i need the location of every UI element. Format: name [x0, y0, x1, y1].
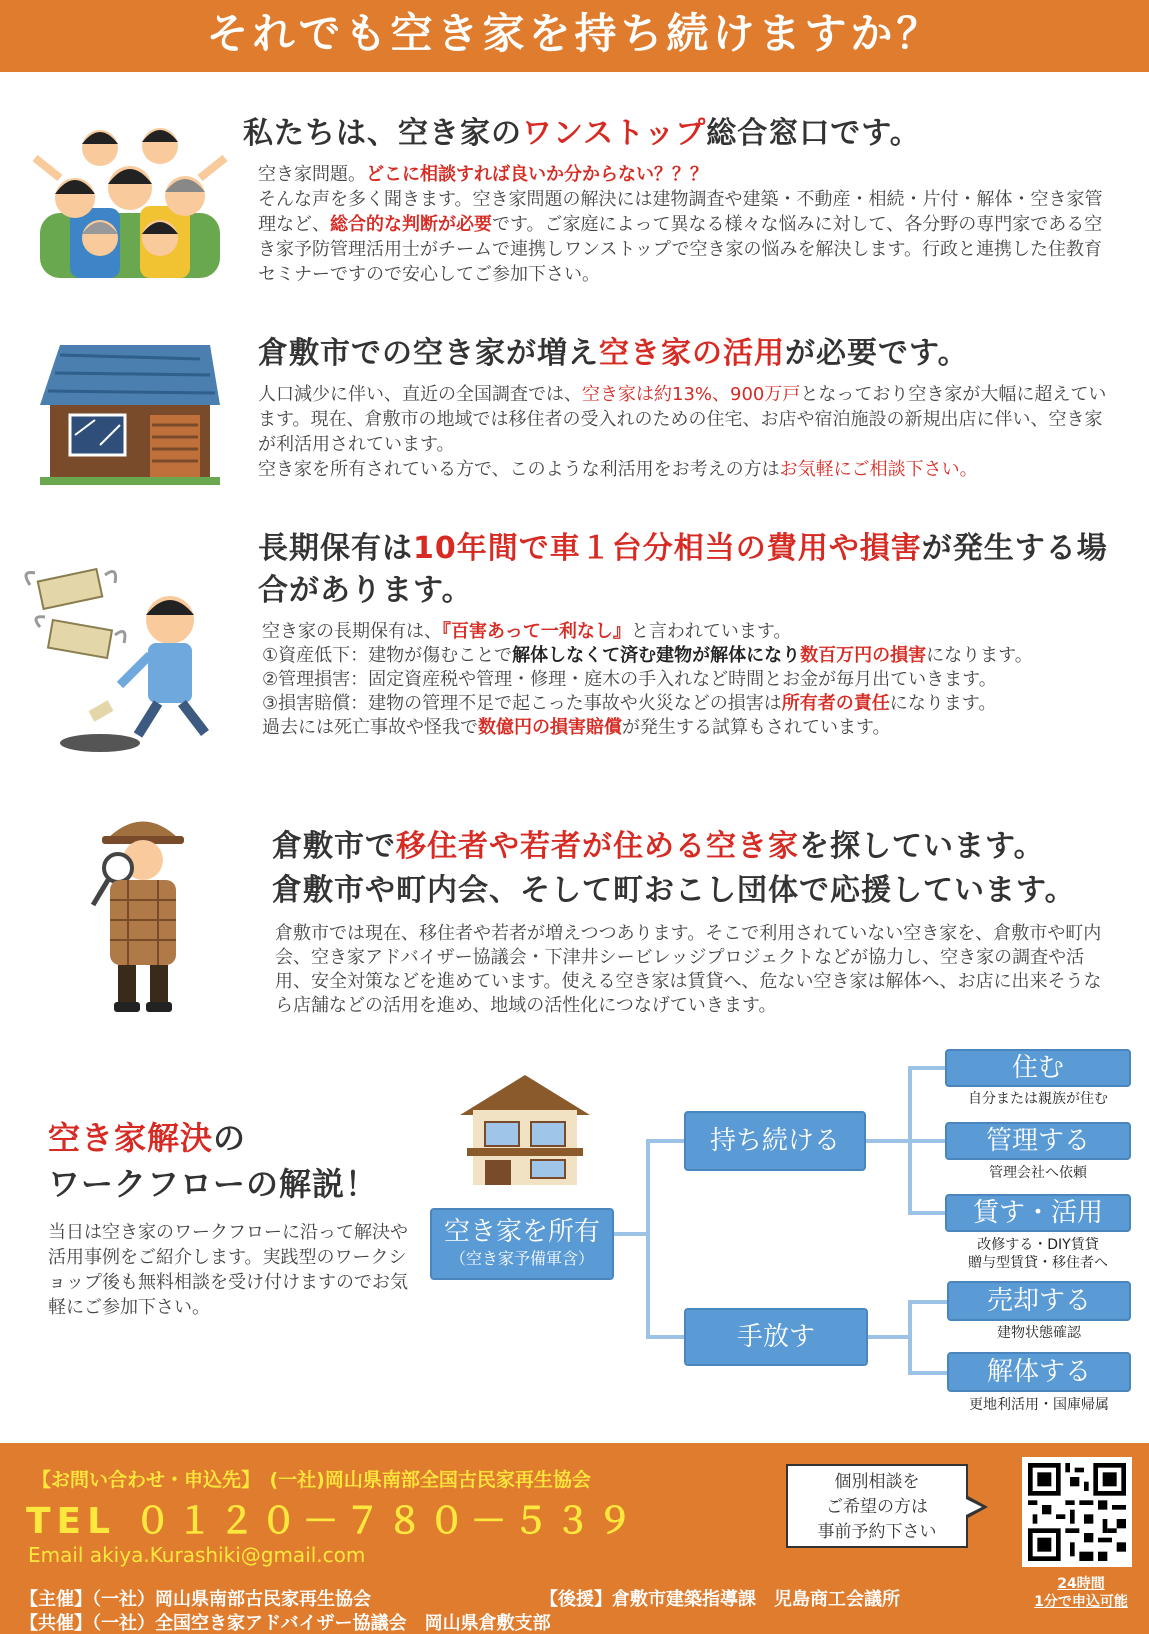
footer-contact: 【お問い合わせ・申込先】 (一社)岡山県南部全国古民家再生協会 [32, 1469, 591, 1491]
page-title: それでも空き家を持ち続けますか？ [206, 9, 943, 58]
flow-line-manage [908, 1139, 946, 1143]
section1-title-text: 私たちは、空き家の [243, 116, 522, 151]
footer-support-name: 倉敷市建築指導課 児島商工会議所 [612, 1589, 900, 1610]
flow-line-keep-out [864, 1139, 910, 1143]
reservation-speech-bubble [786, 1464, 968, 1548]
flow-live-sub: 自分または親族が住む [968, 1091, 1108, 1107]
flow-sell-sub: 建物状態確認 [997, 1325, 1081, 1341]
section2-p1-highlight: 空き家は約13%、900万戸 [582, 384, 801, 405]
flow-demolish-sub: 更地利活用・国庫帰属 [969, 1397, 1109, 1413]
footer-host-label: 【主催】 [20, 1589, 92, 1610]
money-flying-illustration [20, 565, 230, 755]
old-house-illustration [40, 345, 220, 485]
section3-l4-end: になります。 [889, 693, 997, 714]
flow-line-root-h [612, 1232, 648, 1236]
section3-l5-highlight: 数億円の損害賠償 [478, 717, 622, 738]
flow-rent-sub [945, 1236, 1131, 1272]
footer-cohost [20, 1609, 551, 1634]
bubble-line2: ご希望の方は [826, 1497, 928, 1517]
flow-line-demolish [908, 1371, 948, 1375]
footer-cohost-label: 【共催】 [20, 1613, 92, 1634]
workflow-title-line2: ワークフローの解説！ [48, 1165, 379, 1203]
section4-body: 倉敷市では現在、移住者や若者が増えつつあります。そこで利用されていない空き家を、倉敷市や町内会、空き家アドバイザー協議会・下津井シービレッジプロジェクトなどが協力し、空き家の調査や活用、安全対策などを進めています。使える空き家は賃貸へ、危ない空き家は解体へ、お店に出来そうなら店舗などの活用を進め、地域の活性化につなげていきます。 [275, 923, 1102, 1016]
section3-l2-bold: 解体しなくて済む建物が解体になり [512, 645, 801, 666]
footer-cohost-name: （一社）全国空き家アドバイザー協議会 岡山県倉敷支部 [92, 1613, 551, 1634]
workflow-title [48, 1115, 378, 1207]
section3-l1-end: と言われています。 [630, 621, 792, 642]
flow-rent-sub2: 贈与型賃貸・移住者へ [968, 1255, 1108, 1271]
section1-body [258, 162, 1118, 287]
qr-caption [1018, 1575, 1144, 1611]
section2-p1: 人口減少に伴い、直近の全国調査では、 [258, 384, 582, 405]
section3-l3: ②管理損害：固定資産税や管理・修理・庭木の手入れなど時間とお金が毎月出ていきます。 [262, 669, 997, 690]
crowd-people-illustration [30, 118, 230, 278]
section3-title-text-end: が発生する場合があります。 [258, 531, 1108, 608]
section4-title [272, 825, 1132, 913]
flow-release-box: 手放す [684, 1308, 868, 1366]
footer-host-name: （一社）岡山県南部古民家再生協会 [92, 1589, 371, 1610]
section3-l4: ③損害賠償：建物の管理不足で起こった事故や火災などの損害は [262, 693, 782, 714]
flow-live-box: 住む [945, 1049, 1131, 1087]
flow-line-sell [908, 1300, 948, 1304]
section2-p2: 空き家を所有されている方で、このような利活用をお考えの方は [258, 459, 780, 480]
section3-l1-highlight: 『百害あって一利なし』 [442, 621, 631, 642]
flow-line-root-v [646, 1139, 650, 1339]
qr-code-icon [1028, 1463, 1126, 1561]
flow-keep-box: 持ち続ける [684, 1111, 866, 1171]
footer-support-label: 【後援】 [540, 1589, 612, 1610]
section2-p1-end: となっており空き家が大幅に超えています。現在、倉敷市の地域では移住者の受入れのための住宅、お店や宿泊施設の新規出店に伴い、空き家が利活用されています。 [258, 384, 1107, 455]
section3-title [258, 528, 1118, 612]
section3-title-text: 長期保有は [258, 531, 413, 566]
flow-rent-sub1: 改修する・DIY賃貸 [977, 1237, 1099, 1253]
detective-illustration [88, 810, 198, 1015]
footer-tel[interactable]: TEL ０１２０－７８０－５３９ [26, 1501, 639, 1542]
section1-p2: そんな声を多く聞きます。空き家問題の解決には建物調査や建築・不動産・相続・片付・解体・空き家管理など、 [258, 189, 1103, 235]
section1-title [243, 108, 921, 152]
section4-title1-end: を探しています。 [799, 829, 1045, 864]
bubble-line1: 個別相談を [834, 1472, 920, 1492]
section2-title-highlight: 空き家の活用 [599, 336, 785, 371]
section4-title1-highlight: 移住者や若者が住める空き家 [396, 829, 799, 864]
section3-l2-highlight: 数百万円の損害 [800, 645, 927, 666]
qr-caption-line1: 24時間 [1057, 1576, 1105, 1592]
flow-rent-box: 賃す・活用 [945, 1194, 1131, 1232]
flow-line-release-v [908, 1300, 912, 1373]
flow-demolish-box: 解体する [947, 1352, 1131, 1392]
bubble-line3: 事前予約下さい [817, 1522, 937, 1542]
section1-title-highlight: ワンストップ [522, 116, 707, 151]
section2-body [258, 382, 1108, 482]
footer [0, 1443, 1149, 1634]
new-house-illustration [455, 1070, 595, 1190]
section1-p2-highlight: 総合的な判断が必要 [330, 214, 492, 235]
flow-root-label: 空き家を所有 [443, 1217, 600, 1247]
bubble-tail-inner [964, 1498, 982, 1516]
section3-l2-end: になります。 [926, 645, 1033, 666]
section3-l5: 過去には死亡事故や怪我で [262, 717, 478, 738]
section2-title [258, 328, 969, 372]
section3-l2: ①資産低下：建物が傷むことで [262, 645, 513, 666]
header-bar [0, 0, 1149, 72]
section1-title-text-end: 総合窓口です。 [706, 116, 921, 151]
section1-p1-highlight: どこに相談すれば良いか分からない？？？ [366, 164, 708, 185]
section2-title-text-end: が必要です。 [785, 336, 969, 371]
footer-support [540, 1585, 900, 1611]
section2-title-text: 倉敷市での空き家が増え [258, 336, 599, 371]
flow-root-sub: （空き家予備軍含） [449, 1249, 594, 1268]
section3-body [262, 620, 1112, 740]
workflow-title-particle: の [213, 1119, 247, 1157]
section1-p1: 空き家問題。 [258, 164, 366, 185]
workflow-body: 当日は空き家のワークフローに沿って解決や活用事例をご紹介します。実践型のワークショップ後も無料相談を受け付けますのでお気軽にご参加下さい。 [48, 1222, 408, 1318]
flow-line-release-out [866, 1335, 910, 1339]
section3-l4-highlight: 所有者の責任 [781, 693, 890, 714]
section4-title1: 倉敷市で [272, 829, 396, 864]
flow-sell-box: 売却する [947, 1281, 1131, 1321]
footer-email[interactable]: Email akiya.Kurashiki@gmail.com [28, 1543, 366, 1567]
section3-l5-end: が発生する試算もされています。 [622, 717, 891, 738]
section4-title2: 倉敷市や町内会、そして町おこし団体で応援しています。 [272, 873, 1076, 908]
qr-code[interactable] [1022, 1457, 1132, 1567]
section3-l1: 空き家の長期保有は、 [262, 621, 442, 642]
section1-p2-end: です。ご家庭によって異なる様々な悩みに対して、各分野の専門家である空き家予防管理活用士がチームで連携しワンストップで空き家の悩みを解決します。行政と連携した住教育セミナーですので安心してご参加下さい。 [258, 214, 1103, 285]
flow-line-release-h [646, 1335, 686, 1339]
flow-line-keep-h [646, 1139, 686, 1143]
flow-line-rent [908, 1211, 946, 1215]
flow-manage-sub: 管理会社へ依頼 [989, 1165, 1087, 1181]
section3-title-highlight: 10年間で車１台分相当の費用や損害 [413, 531, 922, 566]
section2-p2-highlight: お気軽にご相談下さい。 [779, 459, 978, 480]
qr-caption-line2: 1分で申込可能 [1034, 1594, 1128, 1610]
flow-line-live [908, 1066, 946, 1070]
footer-host [20, 1585, 371, 1611]
flow-manage-box: 管理する [945, 1122, 1131, 1160]
workflow-title-highlight: 空き家解決 [48, 1119, 214, 1157]
flow-root-box [430, 1208, 614, 1280]
